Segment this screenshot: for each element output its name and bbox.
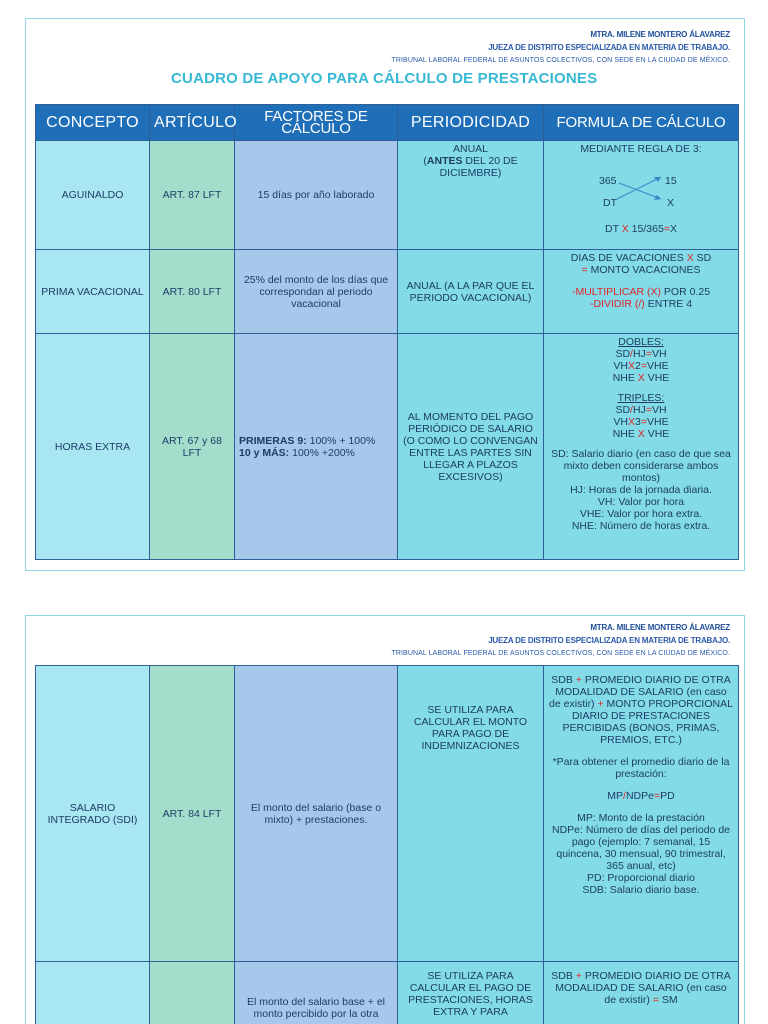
factores-bold: 10 y MÁS: (239, 446, 290, 459)
formula-text: SDB (551, 970, 576, 982)
col-header-formula: FORMULA DE CÁLCULO (544, 105, 739, 141)
periodicidad-cell (398, 141, 544, 250)
formula-text: PROMEDIO DIARIO DE OTRA MODALIDAD DE SALARIO (en caso de existir) (549, 674, 731, 710)
formula-cell (544, 250, 739, 334)
formula-text: NDPe (625, 790, 654, 802)
legend-mp: MP: Monto de la prestación (577, 812, 705, 824)
articulo-cell (150, 962, 235, 1024)
formula-text: VH (613, 360, 628, 372)
col-header-concepto: CONCEPTO (36, 105, 150, 141)
formula-text: VH (613, 416, 628, 428)
operator: X (628, 416, 636, 428)
rule-365: 365 (599, 175, 617, 187)
formula-cell (544, 666, 739, 962)
formula-text: MONTO PROPORCIONAL DIARIO DE PRESTACIONES PERCIBIDAS (BONOS, PRIMAS, PREMIOS, ETC.) (562, 698, 733, 746)
table-row (36, 962, 739, 1024)
articulo-cell: ART. 67 y 68 LFT (150, 334, 235, 560)
court-name: TRIBUNAL LABORAL FEDERAL DE ASUNTOS COLECTIVOS, CON SEDE EN LA CIUDAD DE MÉXICO. (391, 57, 730, 64)
formula-text: VH (651, 348, 667, 360)
formula-text: SD (615, 348, 631, 360)
formula-text: ENTRE 4 (644, 298, 693, 310)
operator: + (597, 698, 604, 710)
factores-cell: El monto del salario (base o mixto) + prestaciones. (235, 666, 398, 962)
court-name: TRIBUNAL LABORAL FEDERAL DE ASUNTOS COLECTIVOS, CON SEDE EN LA CIUDAD DE MÉXICO. (391, 650, 730, 657)
formula-cell (544, 141, 739, 250)
formula-text: 3 (635, 416, 641, 428)
legend-ndpe: NDPe: Número de días del periodo de pago (ejemplo: 7 semanal, 15 quincena, 30 mensual, 90 trimestral, 365 anual, etc) (551, 824, 731, 872)
calc-table (35, 665, 739, 1024)
concepto-cell (36, 962, 150, 1024)
legend-sdb: SDB: Salario diario base. (582, 884, 700, 896)
table-row (36, 666, 739, 962)
periodicidad-cell: SE UTILIZA PARA CALCULAR EL PAGO DE PRESTACIONES, HORAS EXTRA Y PARA (398, 962, 544, 1024)
formula-text: SM (658, 994, 678, 1006)
page-card-2 (25, 615, 745, 1024)
formula-cell (544, 334, 739, 560)
operator: / (623, 790, 626, 802)
operator: / (630, 348, 633, 360)
periodicidad-line: ANUAL (452, 143, 488, 155)
operator: -MULTIPLICAR (X) (571, 286, 662, 298)
formula-text: NHE (612, 428, 638, 440)
operator: X (637, 372, 645, 384)
legend-vhe: VHE: Valor por hora extra. (579, 508, 703, 520)
operator: = (652, 994, 659, 1006)
table-header-row (36, 105, 739, 141)
operator: X (621, 223, 629, 235)
periodicidad-cell: ANUAL (A LA PAR QUE EL PERIODO VACACIONAL) (398, 250, 544, 334)
col-header-factores: FACTORES DE CÁLCULO (235, 105, 398, 141)
page-title: CUADRO DE APOYO PARA CÁLCULO DE PRESTACIONES (171, 70, 598, 87)
operator: = (645, 348, 652, 360)
factores-cell (235, 334, 398, 560)
periodicidad-cell: AL MOMENTO DEL PAGO PERIÓDICO DE SALARIO (O COMO LO CONVENGAN ENTRE LAS PARTES SIN LLEGAR A PLAZOS EXCESIVOS) (398, 334, 544, 560)
operator: X (637, 428, 645, 440)
header-block (391, 621, 730, 660)
articulo-cell: ART. 84 LFT (150, 666, 235, 962)
factores-cell: El monto del salario base + el monto percibido por la otra (235, 962, 398, 1024)
legend-sd: SD: Salario diario (en caso de que sea mixto deben considerarse ambos montos) (551, 448, 731, 484)
periodicidad-text: ( (423, 155, 427, 167)
page-card-1 (25, 18, 745, 571)
operator: = (653, 790, 661, 802)
formula-text: SD (693, 252, 712, 264)
operator: + (575, 674, 582, 686)
factores-text: 100% +200% (289, 446, 355, 459)
formula-text: DIAS DE VACACIONES (570, 252, 687, 264)
operator: = (645, 404, 652, 416)
judge-role: JUEZA DE DISTRITO ESPECIALIZADA EN MATERIA DE TRABAJO. (488, 636, 730, 645)
judge-role: JUEZA DE DISTRITO ESPECIALIZADA EN MATERIA DE TRABAJO. (488, 43, 730, 52)
header-block (391, 28, 730, 67)
concepto-cell: HORAS EXTRA (36, 334, 150, 560)
table-row (36, 334, 739, 560)
rule-x: X (667, 197, 675, 209)
sdi-note: *Para obtener el promedio diario de la prestación: (552, 756, 730, 780)
periodicidad-bold: ANTES (426, 155, 463, 167)
rule-of-three-diagram (581, 159, 701, 221)
formula-text: DT (605, 223, 622, 235)
legend-nhe: NHE: Número de horas extra. (571, 520, 711, 532)
formula-text: X (669, 223, 677, 235)
formula-intro: MEDIANTE REGLA DE 3: (580, 143, 702, 155)
formula-text: HJ (632, 404, 646, 416)
operator: X (628, 360, 636, 372)
factores-text: 100% + 100% (306, 434, 376, 447)
dobles-heading: DOBLES: (618, 336, 664, 348)
periodicidad-cell: SE UTILIZA PARA CALCULAR EL MONTO PARA PAGO DE INDEMNIZACIONES (398, 666, 544, 962)
cross-arrows-icon (581, 159, 701, 221)
concepto-cell: SALARIO INTEGRADO (SDI) (36, 666, 150, 962)
factores-bold: PRIMERAS 9: (239, 434, 307, 447)
rule-15: 15 (665, 175, 677, 187)
formula-text: HJ (632, 348, 646, 360)
col-header-periodicidad: PERIODICIDAD (398, 105, 544, 141)
factores-cell: 15 días por año laborado (235, 141, 398, 250)
formula-text: 2 (635, 360, 641, 372)
formula-text: PD (660, 790, 675, 802)
formula-text: SD (615, 404, 631, 416)
formula-text: NHE (612, 372, 638, 384)
legend-vh: VH: Valor por hora (597, 496, 685, 508)
operator: + (575, 970, 582, 982)
articulo-cell: ART. 87 LFT (150, 141, 235, 250)
operator: = (663, 223, 670, 235)
formula-text: 15/365 (628, 223, 664, 235)
operator: -DIVIDIR (/) (589, 298, 645, 310)
calc-table (35, 104, 739, 560)
judge-name: MTRA. MILENE MONTERO ÁLAVAREZ (590, 30, 730, 39)
legend-hj: HJ: Horas de la jornada diaria. (570, 484, 712, 496)
concepto-cell: AGUINALDO (36, 141, 150, 250)
operator: / (630, 404, 633, 416)
legend-pd: PD: Proporcional diario (587, 872, 695, 884)
judge-name: MTRA. MILENE MONTERO ÁLAVAREZ (590, 623, 730, 632)
formula-text: POR 0.25 (661, 286, 711, 298)
formula-text: VHE (644, 428, 670, 440)
operator: X (686, 252, 694, 264)
table-row (36, 250, 739, 334)
table-row (36, 141, 739, 250)
operator: = (640, 360, 647, 372)
articulo-cell: ART. 80 LFT (150, 250, 235, 334)
operator: = (581, 264, 588, 276)
rule-dt: DT (603, 197, 617, 209)
formula-text: VH (651, 404, 667, 416)
factores-cell: 25% del monto de los días que correspondan al periodo vacacional (235, 250, 398, 334)
formula-cell (544, 962, 739, 1024)
operator: = (640, 416, 647, 428)
formula-text: VHE (644, 372, 670, 384)
formula-text: VHE (647, 416, 669, 428)
formula-text: VHE (647, 360, 669, 372)
periodicidad-text: DEL 20 DE DICIEMBRE) (439, 155, 518, 179)
formula-text: PROMEDIO DIARIO DE OTRA MODALIDAD DE SALARIO (en caso de existir) (555, 970, 731, 1006)
col-header-articulo: ARTÍCULO (150, 105, 235, 141)
triples-heading: TRIPLES: (617, 392, 665, 404)
concepto-cell: PRIMA VACACIONAL (36, 250, 150, 334)
formula-text: MP (607, 790, 624, 802)
formula-text: SDB (551, 674, 576, 686)
formula-text: MONTO VACACIONES (587, 264, 701, 276)
